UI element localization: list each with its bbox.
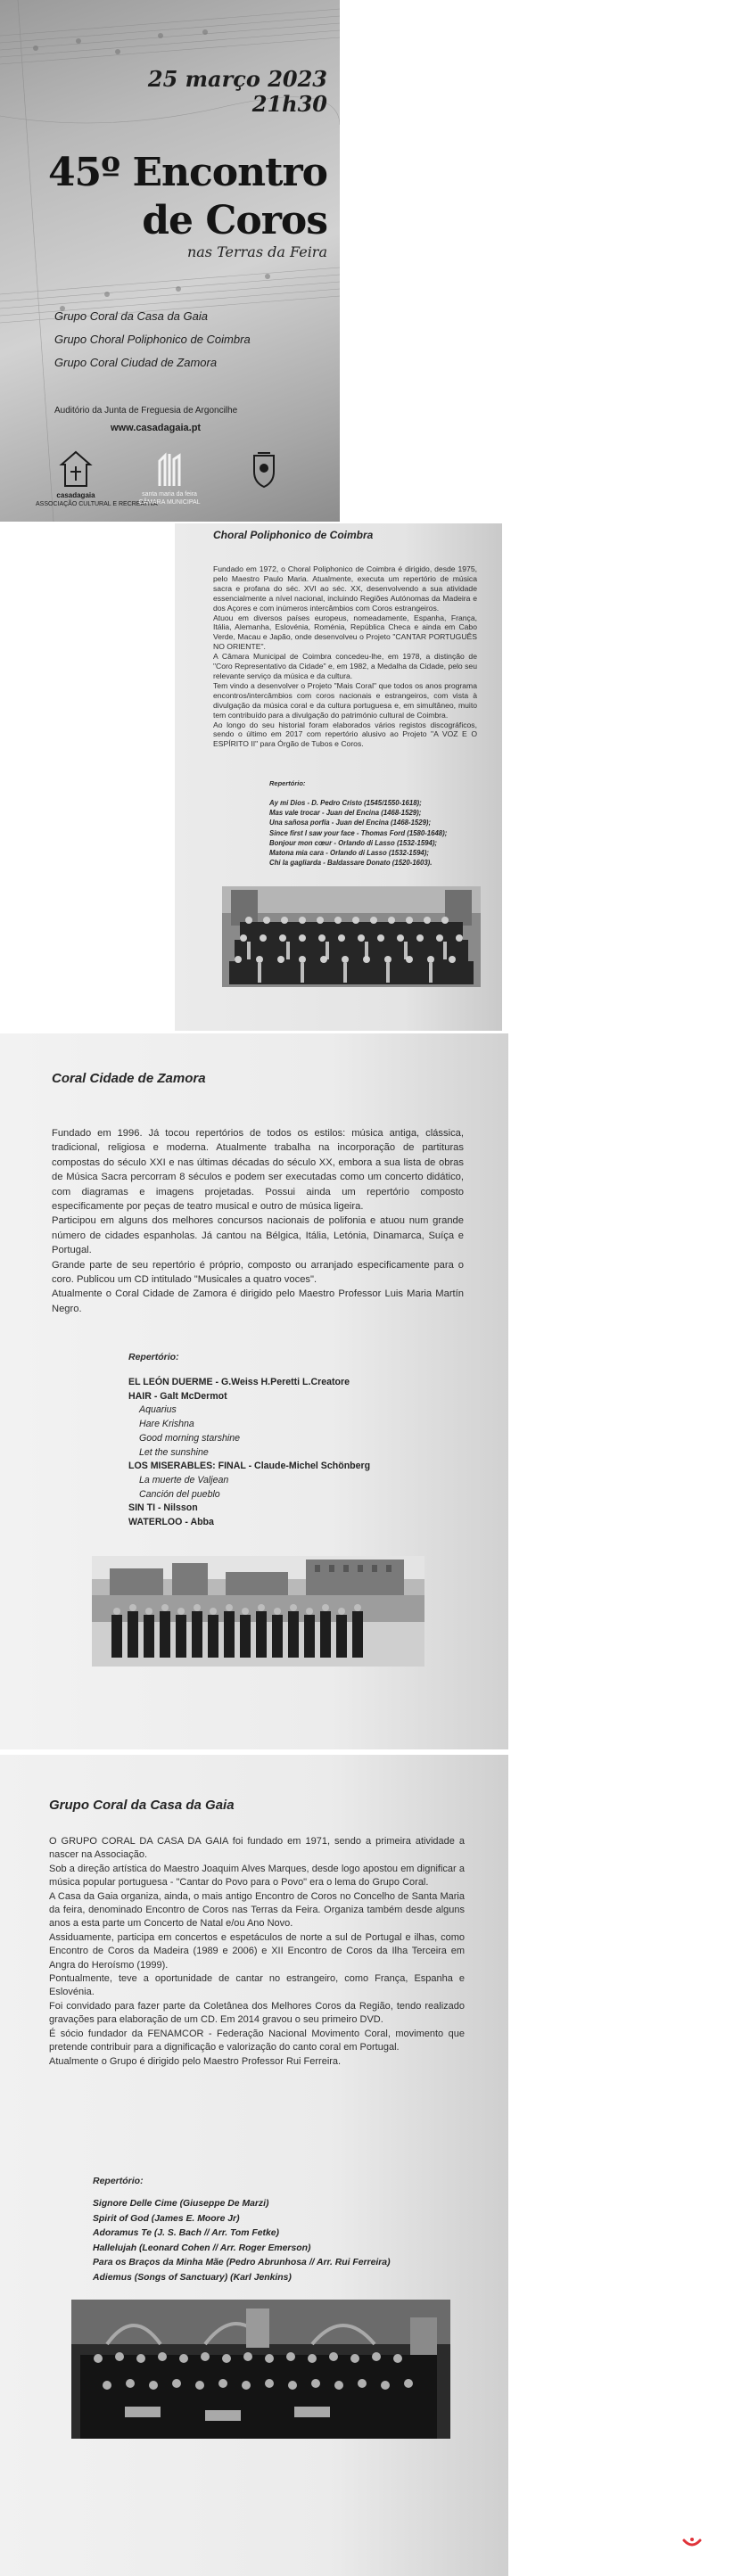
shield-crest-icon xyxy=(247,450,281,490)
choir-biography xyxy=(213,564,477,749)
bio-paragraph: Fundado em 1996. Já tocou repertórios de todos os estilos: música antiga, clássica, tradicional, religiosa e moderna. Atualmente trabalha na incorporação de partituras compostas do século XXI e nas últimas décadas do século XX, embora a sua lista de obras de Música Sacra percorram 8 séculos e podem ser executadas como um concerto didático, com diagramas e imagens projetadas. Possui ainda um repertório composto especificamente por peças de teatro musical e outro de música ligeira. xyxy=(52,1128,464,1213)
repertoire-item: WATERLOO - Abba xyxy=(128,1517,214,1528)
bio-paragraph: Grande parte de seu repertório é próprio, composto ou arranjado especificamente para o coro. Publicou um CD intitulado "Musicales a quatro voces". xyxy=(52,1259,464,1286)
bio-paragraph: É sócio fundador da FENAMCOR - Federação Nacional Movimento Coral, movimento que pretende contribuir para a dignificação e valorização do canto coral em Portugal. xyxy=(49,2028,465,2053)
repertoire-item: Matona mia cara - Orlando di Lasso (1532-1594); xyxy=(269,849,429,858)
repertoire-item: HAIR - Galt McDermot xyxy=(128,1390,227,1402)
choir-group-photo xyxy=(222,886,481,987)
repertoire-subitem: Hare Krishna xyxy=(139,1419,194,1430)
event-title-line1: 45º Encontro xyxy=(47,150,327,195)
repertoire-item: Una sañosa porfía - Juan del Encina (1468-1529); xyxy=(269,819,432,827)
repertoire-item: LOS MISERABLES: FINAL - Claude-Michel Schönberg xyxy=(128,1461,371,1472)
repertoire-item: Hallelujah (Leonard Cohen // Arr. Roger Emerson) xyxy=(93,2243,311,2253)
parish-crest-logo xyxy=(237,450,291,490)
bio-paragraph: Sob a direção artística do Maestro Joaquim Alves Marques, desde logo apostou em dignificar a música popular portuguesa - "Cantar do Povo para o Povo" era o lema do Grupo Coral. xyxy=(49,1863,465,1889)
repertoire-subitem: Good morning starshine xyxy=(139,1432,241,1444)
choir-name: Grupo Coral da Casa da Gaia xyxy=(54,309,208,323)
repertoire-list xyxy=(93,2197,391,2286)
repertoire-item: Para os Braços da Minha Mãe (Pedro Abrunhosa // Arr. Rui Ferreira) xyxy=(93,2258,391,2268)
municipality-logo xyxy=(125,450,214,506)
choir-name: Grupo Coral Ciudad de Zamora xyxy=(54,356,218,369)
municipality-emblem-icon xyxy=(154,450,185,490)
concert-poster-cover xyxy=(0,0,340,522)
repertoire-list xyxy=(269,798,447,868)
logo-subcaption: ASSOCIAÇÃO CULTURAL E RECREATIVA xyxy=(36,501,158,507)
repertoire-item: Bonjour mon cœur - Orlando di Lasso (1532-1594); xyxy=(269,838,438,847)
coimbra-choir-page xyxy=(175,523,502,1031)
bio-paragraph: A Casa da Gaia organiza, ainda, o mais antigo Encontro de Coros no Concelho de Santa Maria da feira, denominado Encontro de Coros nas Terras da Feira. Organiza também desde alguns anos a esta parte um Concerto de Natal e/ou Ano Novo. xyxy=(49,1890,465,1930)
casadagaia-logo xyxy=(36,450,158,507)
repertoire-heading: Repertório: xyxy=(269,779,306,787)
bio-paragraph: O GRUPO CORAL DA CASA DA GAIA foi fundado em 1971, sendo a primeira atividade a nascer na Associação. xyxy=(49,1836,465,1861)
bio-paragraph: Participou em alguns dos melhores concursos nacionais de polifonia e atuou num grande número de cidades espanholas. Já cantou na Bélgica, Itália, Letónia, Dinamarca, Suíça e Portugal. xyxy=(52,1215,464,1256)
logo-caption: casadagaia xyxy=(56,491,95,499)
event-subtitle: nas Terras da Feira xyxy=(186,243,327,260)
bio-paragraph: Atuou em diversos países europeus, nomeadamente, Espanha, França, Itália, Alemanha, Eslovénia, Roménia, República Checa e ainda em Cabo Verde, Macau e Japão, onde desenvolveu o Projeto "CANTAR PORTUGUÊS NO ORIENTE". xyxy=(213,613,477,652)
page-title: Grupo Coral da Casa da Gaia xyxy=(49,1798,235,1813)
casadagaia-emblem-icon xyxy=(58,450,94,490)
bio-paragraph: Atualmente o Coral Cidade de Zamora é dirigido pelo Maestro Professor Luis Maria Martín Negro. xyxy=(52,1288,464,1314)
repertoire-subitem: Canción del pueblo xyxy=(139,1488,220,1500)
repertoire-list xyxy=(128,1376,370,1530)
bio-paragraph: Fundado em 1972, o Choral Poliphonico de Coimbra é dirigido, desde 1975, pelo Maestro Paulo Maria. Atualmente, executa um repertório de música sacra e profana do séc. XVI ao séc. XX, desenvolvendo a sua atividade essencialmente a nível nacional, incluindo Regiões Autónomas da Madeira e dos Açores e com inúmeros intercâmbios com Coros estrangeiros. xyxy=(213,564,477,613)
bio-paragraph: Ao longo do seu historial foram elaborados vários registos discográficos, sendo o último em 2017 com repertório alusivo ao Projeto "A VOZ E O ESPÍRITO II" para Órgão de Tubos e Coros. xyxy=(213,720,477,749)
participating-choirs xyxy=(54,305,251,374)
repertoire-heading: Repertório: xyxy=(128,1352,179,1362)
event-venue: Auditório da Junta de Freguesia de Argoncilhe xyxy=(54,406,238,416)
choir-biography xyxy=(52,1126,464,1316)
logo-caption: santa maria da feira xyxy=(142,491,197,498)
bio-paragraph: Assiduamente, participa em concertos e espetáculos de norte a sul de Portugal e ilhas, como Encontro de Coros da Madeira (1989 e 2006) e XII Encontro de Coros da Ilha Terceira em Angra do Heroísmo (1999). xyxy=(49,1931,465,1971)
repertoire-item: SIN TI - Nilsson xyxy=(128,1502,198,1514)
repertoire-item: Adiemus (Songs of Sanctuary) (Karl Jenkins) xyxy=(93,2272,292,2283)
page-title: Coral Cidade de Zamora xyxy=(52,1071,206,1086)
repertoire-item: Since first I saw your face - Thomas Ford (1580-1648); xyxy=(269,828,448,837)
bio-paragraph: Pontualmente, teve a oportunidade de cantar no estrangeiro, como França, Espanha e Eslovénia. xyxy=(49,1973,465,1998)
repertoire-subitem: Let the sunshine xyxy=(139,1446,209,1458)
event-title-line2: de Coros xyxy=(142,198,327,243)
bio-paragraph: A Câmara Municipal de Coimbra concedeu-lhe, em 1978, a distinção de "Coro Representativo da Cidade" e, em 1982, a Medalha da Cidade, pelo seu relevante serviço da música e da cultura. xyxy=(213,652,477,680)
event-time: 21h30 xyxy=(251,91,327,117)
page-title: Choral Poliphonico de Coimbra xyxy=(213,529,374,541)
bio-paragraph: Tem vindo a desenvolver o Projeto "Mais Coral" que todos os anos programa encontros/intercâmbios com coros nacionais e estrangeiros, com vista à divulgação da música coral e da cultura portuguesa e, em simultâneo, muito tem contribuído para a divulgação do património cultural de Coimbra. xyxy=(213,680,477,720)
logo-subcaption: CÂMARA MUNICIPAL xyxy=(138,499,201,506)
bio-paragraph: Atualmente o Grupo é dirigido pelo Maestro Professor Rui Ferreira. xyxy=(49,2055,342,2067)
repertoire-item: Signore Delle Cime (Giuseppe De Marzi) xyxy=(93,2199,269,2209)
repertoire-subitem: La muerte de Valjean xyxy=(139,1474,229,1486)
choir-name: Grupo Choral Poliphonico de Coimbra xyxy=(54,333,251,346)
repertoire-item: Mas vale trocar - Juan del Encina (1468-1529); xyxy=(269,809,422,818)
repertoire-heading: Repertório: xyxy=(93,2176,144,2186)
website-link[interactable]: www.casadagaia.pt xyxy=(111,423,202,433)
bio-paragraph: Foi convidado para fazer parte da Coletânea dos Melhores Coros da Região, tendo realizado gravações para elaboração de um CD. Em 2014 gravou o seu primeiro DVD. xyxy=(49,2000,465,2026)
repertoire-item: Ay mi Dios - D. Pedro Cristo (1545/1550-1618); xyxy=(269,799,422,807)
repertoire-subitem: Aquarius xyxy=(139,1404,177,1416)
event-date: 25 março 2023 xyxy=(147,66,327,92)
choir-outdoor-photo xyxy=(92,1556,424,1667)
app-corner-icon xyxy=(681,2537,703,2551)
choir-church-photo xyxy=(71,2300,450,2439)
choir-biography xyxy=(49,1835,465,2069)
repertoire-item: EL LEÓN DUERME - G.Weiss H.Peretti L.Creatore xyxy=(128,1377,350,1387)
repertoire-item: Spirit of God (James E. Moore Jr) xyxy=(93,2213,240,2224)
repertoire-item: Adoramus Te (J. S. Bach // Arr. Tom Fetke) xyxy=(93,2228,280,2239)
zamora-choir-page xyxy=(0,1033,508,1749)
repertoire-item: Chi la gagliarda - Baldassare Donato (1520-1603). xyxy=(269,859,433,868)
casa-da-gaia-choir-page xyxy=(0,1755,508,2576)
